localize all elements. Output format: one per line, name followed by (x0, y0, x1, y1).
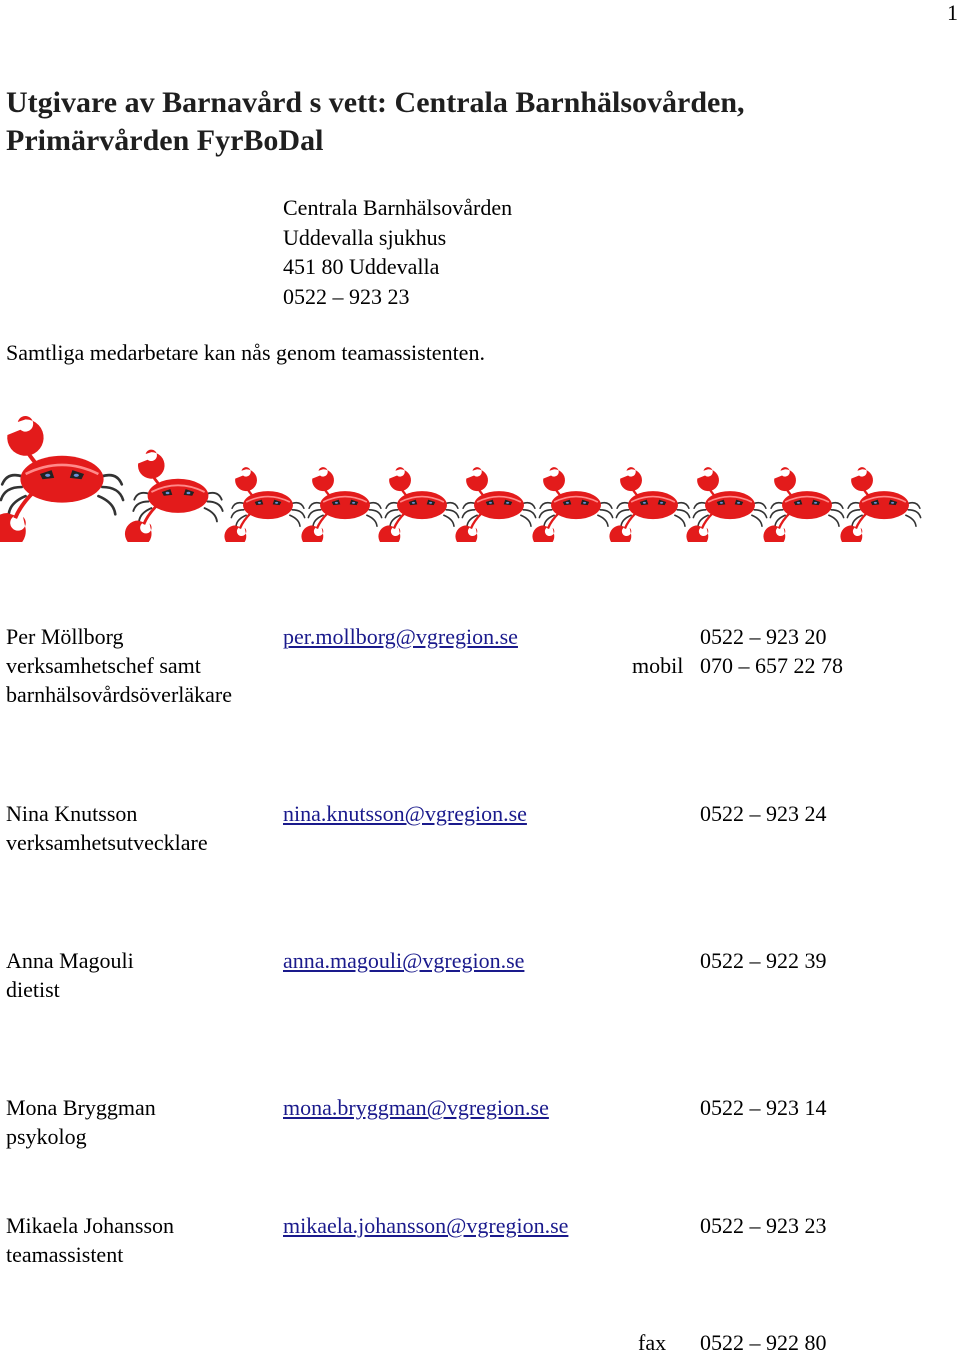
title-line-1: Utgivare av Barnavård s vett: Centrala Barnhälsovården, (6, 86, 745, 119)
contact-name: Nina Knutsson (6, 801, 138, 826)
contact-phone: 0522 – 923 14 (700, 1095, 827, 1120)
contact-role: verksamhetschef samt (6, 653, 201, 678)
contact-note: Samtliga medarbetare kan nås genom teamassistenten. (6, 340, 485, 365)
page-number: 1 (947, 0, 958, 25)
address-line: Centrala Barnhälsovården (283, 195, 513, 220)
fax-label: fax (638, 1330, 667, 1355)
address-line: 451 80 Uddevalla (283, 254, 440, 279)
contact-role: dietist (6, 977, 60, 1002)
contact-name: Anna Magouli (6, 948, 134, 973)
address-block (283, 193, 512, 311)
contact-phone: 0522 – 923 24 (700, 801, 827, 826)
crab-border-illustration (0, 412, 960, 542)
contact-email-link[interactable]: anna.magouli@vgregion.se (283, 948, 525, 973)
contact-role: barnhälsovårdsöverläkare (6, 682, 233, 707)
contact-mobile: 070 – 657 22 78 (700, 653, 843, 678)
contact-email-link[interactable]: per.mollborg@vgregion.se (283, 624, 518, 649)
contact-role: verksamhetsutvecklare (6, 830, 208, 855)
contact-name: Per Möllborg (6, 624, 124, 649)
contact-email-link[interactable]: mikaela.johansson@vgregion.se (283, 1213, 569, 1238)
contact-phone: 0522 – 923 23 (700, 1213, 827, 1238)
contact-phone: 0522 – 923 20 (700, 624, 827, 649)
contact-email-link[interactable]: mona.bryggman@vgregion.se (283, 1095, 549, 1120)
contact-phone: 0522 – 922 39 (700, 948, 827, 973)
address-line: Uddevalla sjukhus (283, 224, 447, 250)
contact-role: teamassistent (6, 1242, 124, 1267)
page-title (6, 84, 745, 160)
contact-email-link[interactable]: nina.knutsson@vgregion.se (283, 801, 527, 826)
title-line-2: Primärvården FyrBoDal (6, 124, 324, 157)
contact-name: Mona Bryggman (6, 1095, 156, 1120)
mobile-label: mobil (632, 653, 684, 678)
contact-name: Mikaela Johansson (6, 1213, 175, 1238)
address-line: 0522 – 923 23 (283, 283, 410, 309)
contact-role: psykolog (6, 1124, 87, 1149)
fax-number: 0522 – 922 80 (700, 1330, 827, 1355)
